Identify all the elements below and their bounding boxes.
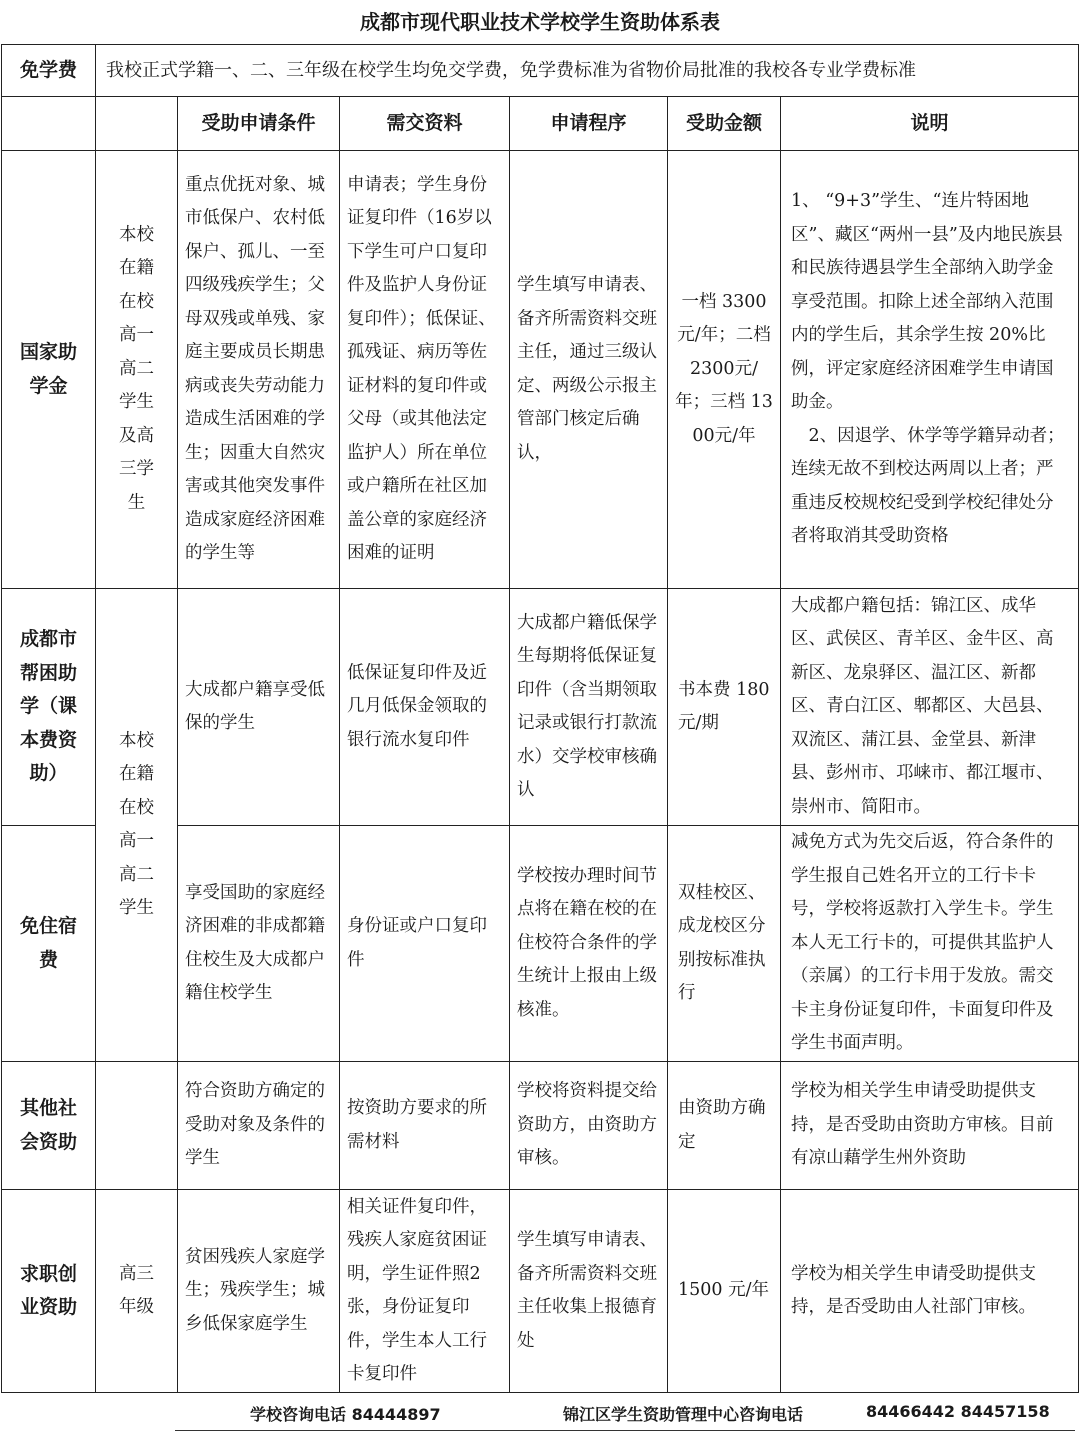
center-phone-label: 锦江区学生资助管理中心咨询电话 xyxy=(563,1405,804,1424)
chengdu-dorm-eligible-students: 本校在籍在校高一高二学生 xyxy=(96,589,178,1062)
social-aid-procedure: 学校将资料提交给资助方，由资助方审核。 xyxy=(510,1062,668,1190)
national-grant-procedure: 学生填写申请表、备齐所需资料交班主任，通过三级认定、两级公示报主管部门核定后确认， xyxy=(510,151,668,589)
chengdu-aid-amount: 书本费 180元/期 xyxy=(668,589,781,826)
national-grant-note-1: 1、 “9+3”学生、“连片特困地区”、藏区“两州一县”及内地民族县和民族待遇县学生全部纳入助学金享受范围。扣除上述全部纳入范围内的学生后，其余学生按 20%比例，评定家庭经济困难学生申请国助金。 xyxy=(791,191,1063,413)
footer xyxy=(0,1397,1080,1427)
job-aid-amount: 1500 元/年 xyxy=(668,1190,781,1393)
header-amount: 受助金额 xyxy=(668,97,781,151)
free-tuition-row xyxy=(2,45,1079,97)
dorm-fee-amount: 双桂校区、成龙校区分别按标准执行 xyxy=(668,826,781,1062)
job-aid-eligible-students: 高三年级 xyxy=(96,1190,178,1393)
social-aid-label: 其他社会资助 xyxy=(2,1062,96,1190)
header-procedure: 申请程序 xyxy=(510,97,668,151)
national-grant-row xyxy=(2,151,1079,589)
center-phone-numbers: 84466442 84457158 xyxy=(866,1402,1050,1421)
social-aid-materials: 按资助方要求的所需材料 xyxy=(340,1062,510,1190)
chengdu-aid-notes: 大成都户籍包括：锦江区、成华区、武侯区、青羊区、金牛区、高新区、龙泉驿区、温江区、新都区、青白江区、郫都区、大邑县、双流区、蒲江县、金堂县、新津县、彭州市、邛崃市、都江堰市、崇州市、简阳市。 xyxy=(781,589,1079,826)
chengdu-aid-label: 成都市帮困助学（课本费资助） xyxy=(2,589,96,826)
national-grant-notes xyxy=(781,151,1079,589)
national-grant-label: 国家助学金 xyxy=(2,151,96,589)
dorm-fee-notes: 减免方式为先交后返，符合条件的学生报自己姓名开立的工行卡卡号，学校将返款打入学生卡。学生本人无工行卡的，可提供其监护人（亲属）的工行卡用于发放。需交卡主身份证复印件，卡面复印件及学生书面声明。 xyxy=(781,826,1079,1062)
national-grant-amount: 一档 3300元/年；二档 2300元/年；三档 1300元/年 xyxy=(668,151,781,589)
page-title: 成都市现代职业技术学校学生资助体系表 xyxy=(360,10,720,34)
free-tuition-label: 免学费 xyxy=(2,45,96,97)
school-phone: 学校咨询电话 84444897 xyxy=(250,1405,441,1424)
social-aid-amount: 由资助方确定 xyxy=(668,1062,781,1190)
job-aid-label: 求职创业资助 xyxy=(2,1190,96,1393)
dorm-fee-label: 免住宿费 xyxy=(2,826,96,1062)
national-grant-note-2: 2、因退学、休学等学籍异动者；连续无故不到校达两周以上者；严重违反校规校纪受到学校纪律处分者将取消其受助资格 xyxy=(791,425,1065,547)
header-row xyxy=(2,97,1079,151)
header-conditions: 受助申请条件 xyxy=(178,97,340,151)
national-grant-eligible-students: 本校在籍在校高一高二学生及高三学生 xyxy=(96,151,178,589)
job-aid-conditions: 贫困残疾人家庭学生；残疾学生；城乡低保家庭学生 xyxy=(178,1190,340,1393)
national-grant-materials: 申请表；学生身份证复印件（16岁以下学生可户口复印件及监护人身份证复印件）；低保证、孤残证、病历等佐证材料的复印件或父母（或其他法定监护人）所在单位或户籍所在社区加盖公章的家庭经济困难的证明 xyxy=(340,151,510,589)
aid-system-table xyxy=(1,44,1079,1393)
dorm-fee-procedure: 学校按办理时间节点将在籍在校的在住校符合条件的学生统计上报由上级核准。 xyxy=(510,826,668,1062)
free-tuition-text: 我校正式学籍一、二、三年级在校学生均免交学费，免学费标准为省物价局批准的我校各专业学费标准 xyxy=(96,45,1079,97)
social-aid-row xyxy=(2,1062,1079,1190)
job-aid-procedure: 学生填写申请表、备齐所需资料交班主任收集上报德育处 xyxy=(510,1190,668,1393)
job-aid-notes: 学校为相关学生申请受助提供支持，是否受助由人社部门审核。 xyxy=(781,1190,1079,1393)
chengdu-aid-conditions: 大成都户籍享受低保的学生 xyxy=(178,589,340,826)
dorm-fee-materials: 身份证或户口复印件 xyxy=(340,826,510,1062)
dorm-fee-conditions: 享受国助的家庭经济困难的非成都籍住校生及大成都户籍住校学生 xyxy=(178,826,340,1062)
job-aid-row xyxy=(2,1190,1079,1393)
header-notes: 说明 xyxy=(781,97,1079,151)
chengdu-aid-materials: 低保证复印件及近几月低保金领取的银行流水复印件 xyxy=(340,589,510,826)
chengdu-aid-row xyxy=(2,589,1079,826)
national-grant-conditions: 重点优抚对象、城市低保户、农村低保户、孤儿、一至四级残疾学生；父母双残或单残、家庭主要成员长期患病或丧失劳动能力造成生活困难的学生；因重大自然灾害或其他突发事件造成家庭经济困难的学生等 xyxy=(178,151,340,589)
chengdu-aid-procedure: 大成都户籍低保学生每期将低保证复印件（含当期领取记录或银行打款流水）交学校审核确认 xyxy=(510,589,668,826)
social-aid-conditions: 符合资助方确定的受助对象及条件的学生 xyxy=(178,1062,340,1190)
footer-divider xyxy=(175,1430,1075,1431)
social-aid-notes: 学校为相关学生申请受助提供支持，是否受助由资助方审核。目前有凉山藉学生州外资助 xyxy=(781,1062,1079,1190)
job-aid-materials: 相关证件复印件，残疾人家庭贫困证明，学生证件照2张，身份证复印件，学生本人工行卡复印件 xyxy=(340,1190,510,1393)
header-materials: 需交资料 xyxy=(340,97,510,151)
